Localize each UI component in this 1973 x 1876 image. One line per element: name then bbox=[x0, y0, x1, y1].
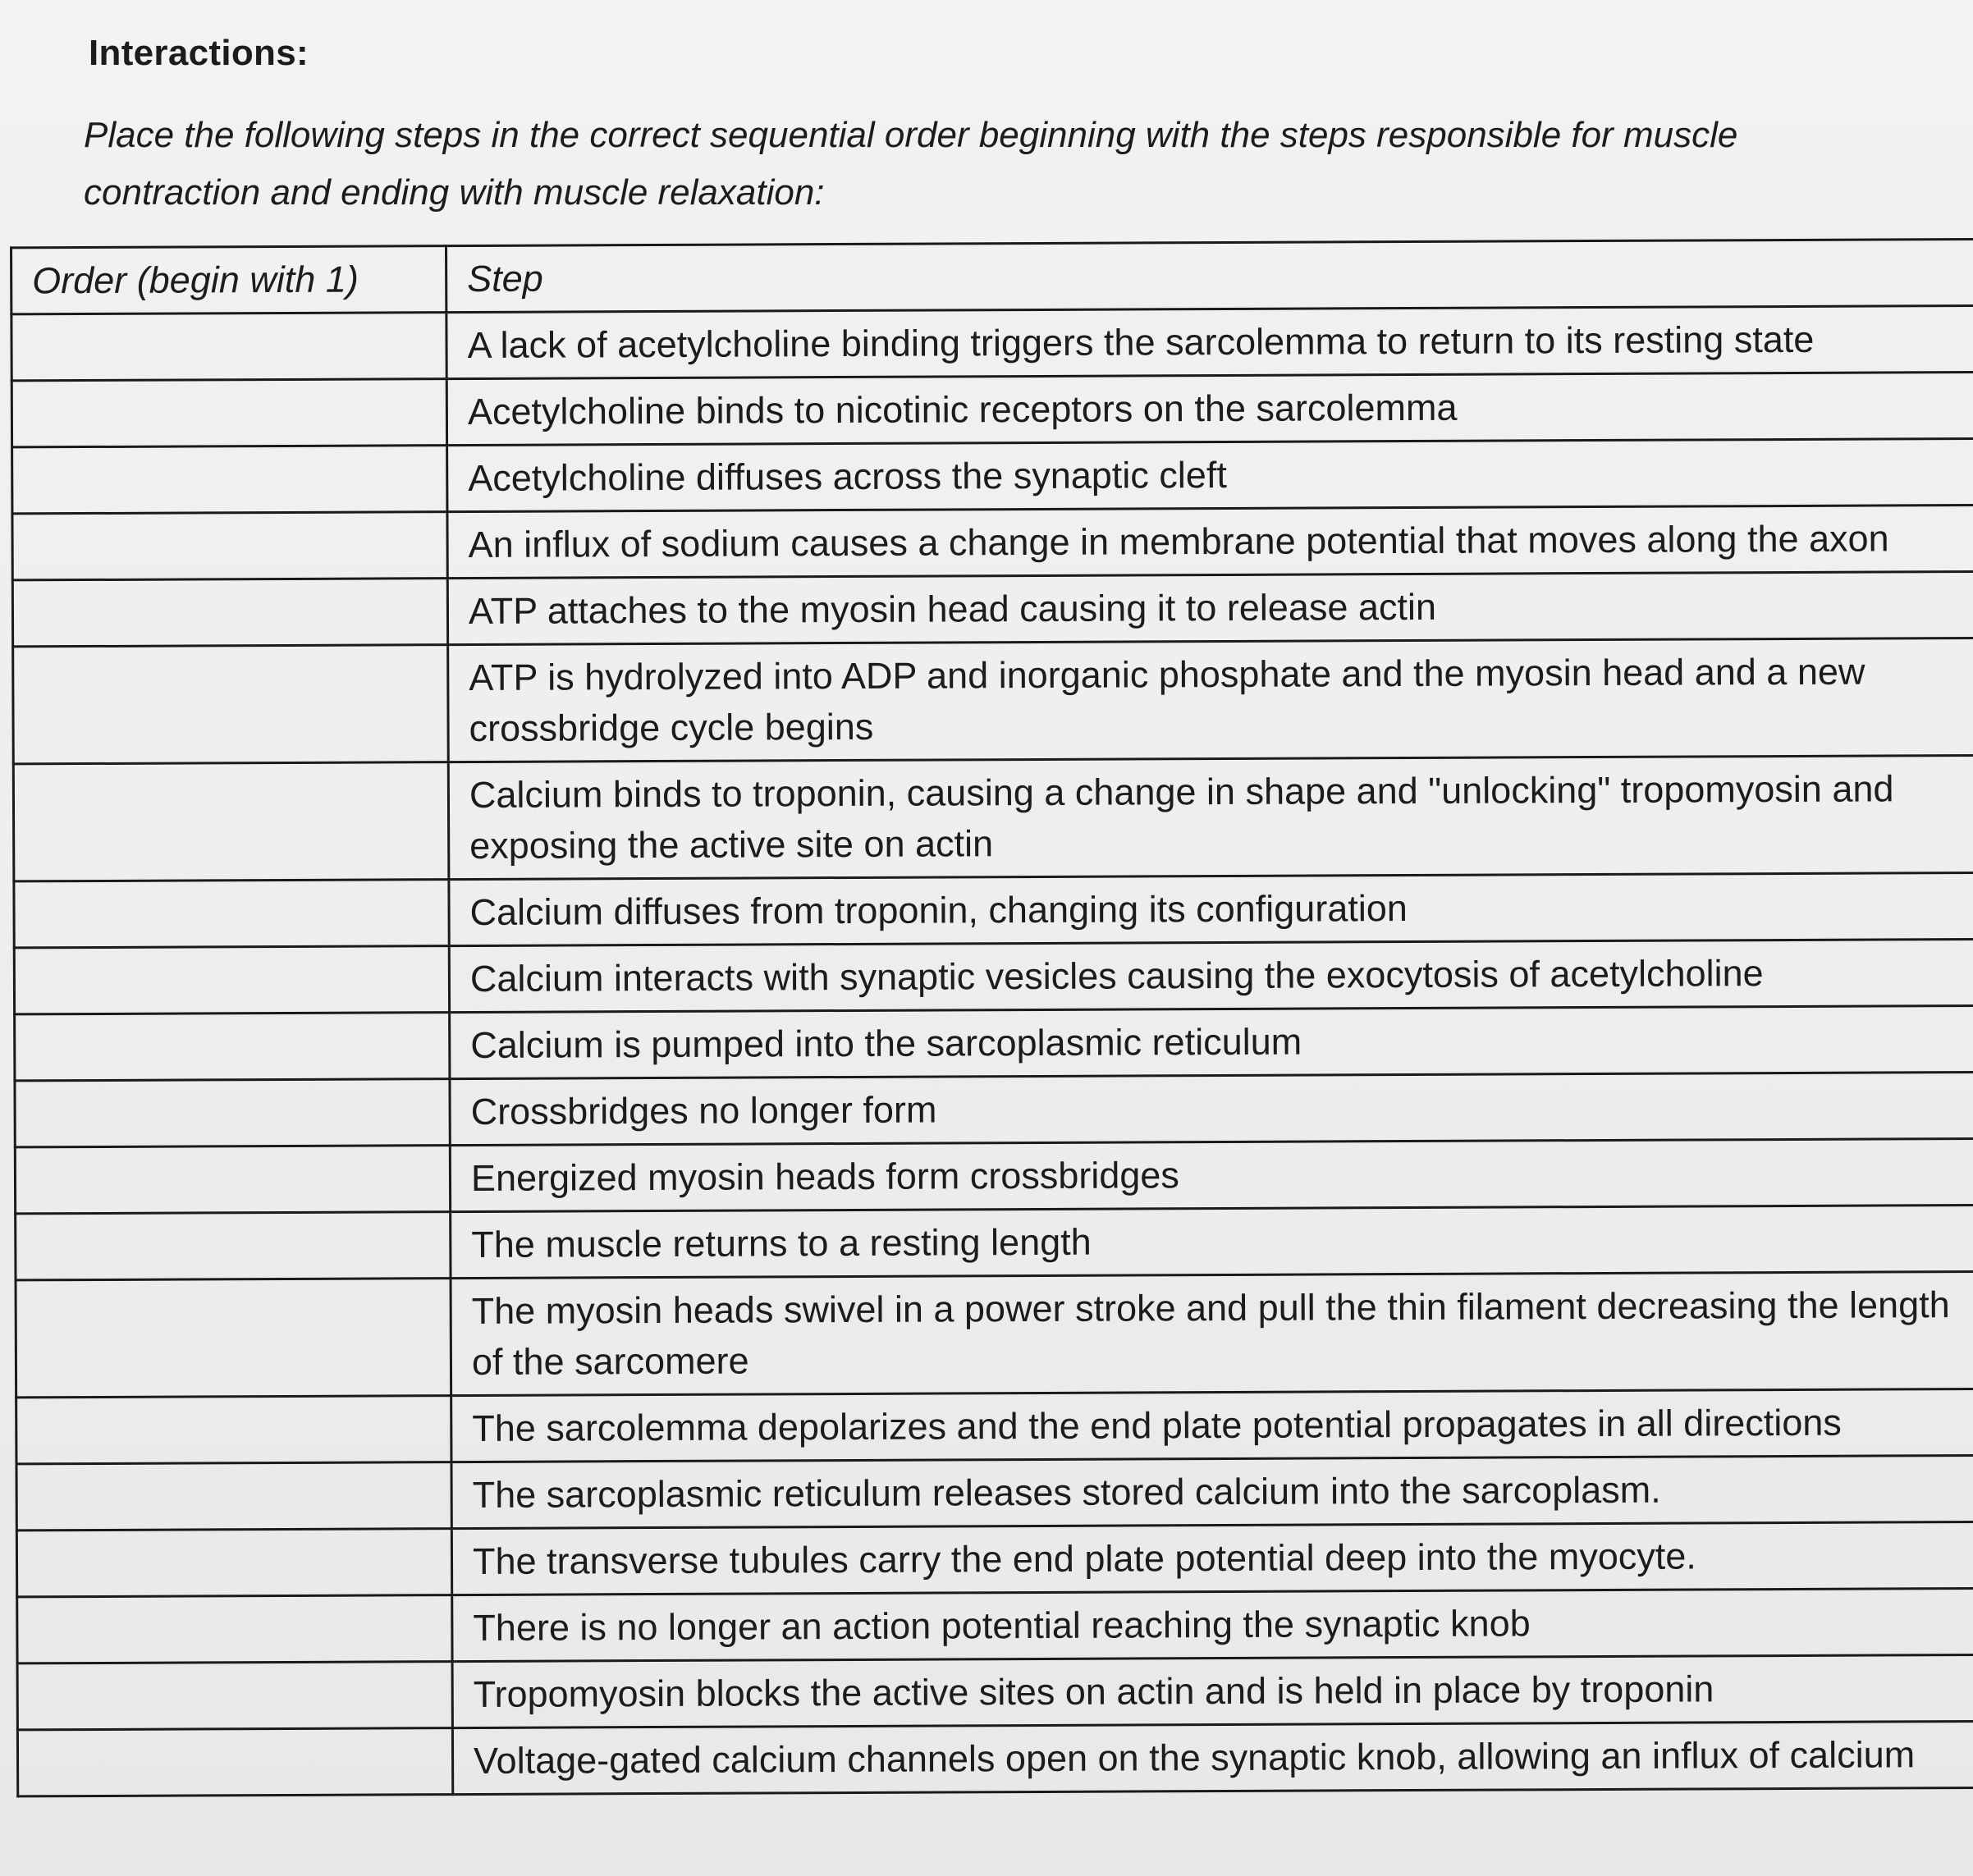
table-row bbox=[12, 438, 1973, 513]
step-text: Voltage-gated calcium channels open on the synaptic knob, allowing an influx of calcium bbox=[473, 1733, 1916, 1782]
table-row bbox=[16, 1455, 1973, 1530]
table-row bbox=[15, 1138, 1973, 1213]
order-input-cell[interactable] bbox=[16, 1279, 451, 1398]
step-cell bbox=[452, 1721, 1973, 1794]
table-row bbox=[14, 872, 1973, 947]
table-row bbox=[11, 305, 1973, 380]
step-cell bbox=[449, 872, 1973, 945]
order-input-cell[interactable] bbox=[16, 1212, 451, 1280]
step-cell bbox=[448, 755, 1973, 879]
order-value bbox=[12, 313, 445, 328]
step-header-label: Step bbox=[467, 257, 543, 300]
table-row bbox=[12, 571, 1973, 646]
step-cell bbox=[452, 1588, 1973, 1661]
order-value bbox=[16, 1080, 448, 1095]
step-text: Calcium binds to troponin, causing a change in shape and "unlocking" tropomyosin and exposing the active site on actin bbox=[469, 767, 1894, 867]
table-row bbox=[16, 1205, 1973, 1279]
table-row bbox=[13, 755, 1973, 881]
table-row bbox=[12, 505, 1973, 579]
order-value bbox=[18, 1463, 451, 1478]
table-row bbox=[17, 1654, 1973, 1729]
order-value bbox=[19, 1729, 451, 1744]
order-input-cell[interactable] bbox=[17, 1662, 452, 1730]
table-row bbox=[15, 1005, 1973, 1080]
order-value bbox=[13, 446, 446, 461]
table-row bbox=[16, 1271, 1973, 1397]
step-text: The sarcoplasmic reticulum releases stored calcium into the sarcoplasm. bbox=[472, 1468, 1661, 1516]
step-cell bbox=[446, 305, 1973, 378]
order-value bbox=[15, 763, 447, 778]
order-input-cell[interactable] bbox=[15, 1013, 450, 1081]
order-value bbox=[17, 1397, 450, 1412]
step-cell bbox=[451, 1389, 1973, 1462]
step-cell bbox=[451, 1521, 1973, 1595]
step-cell bbox=[448, 638, 1973, 762]
order-input-cell[interactable] bbox=[12, 512, 447, 580]
step-text: The muscle returns to a resting length bbox=[471, 1220, 1092, 1265]
order-value bbox=[13, 513, 446, 528]
order-input-cell[interactable] bbox=[16, 1396, 451, 1464]
order-column-header bbox=[11, 246, 446, 314]
step-text: Calcium is pumped into the sarcoplasmic reticulum bbox=[470, 1020, 1302, 1066]
order-value bbox=[15, 881, 447, 895]
order-input-cell[interactable] bbox=[17, 1595, 452, 1663]
step-text: Calcium interacts with synaptic vesicles causing the exocytosis of acetylcholine bbox=[469, 952, 1764, 1000]
order-input-cell[interactable] bbox=[12, 446, 447, 514]
order-input-cell[interactable] bbox=[13, 762, 449, 881]
table-row bbox=[14, 939, 1973, 1013]
order-header-label: Order (begin with 1) bbox=[32, 258, 359, 302]
order-input-cell[interactable] bbox=[12, 579, 447, 647]
order-input-cell[interactable] bbox=[14, 946, 449, 1014]
step-cell bbox=[447, 571, 1973, 644]
step-text: Acetylcholine diffuses across the synaptic cleft bbox=[468, 453, 1228, 500]
ordering-table bbox=[10, 238, 1973, 1797]
ordering-table-wrapper bbox=[10, 238, 1973, 1797]
order-input-cell[interactable] bbox=[17, 1728, 452, 1796]
order-value bbox=[16, 1213, 449, 1228]
table-row bbox=[11, 372, 1973, 446]
step-text: A lack of acetylcholine binding triggers the sarcolemma to return to its resting state bbox=[467, 318, 1815, 367]
step-text: The myosin heads swivel in a power stroke and pull the thin filament decreasing the length of the sarcomere bbox=[471, 1283, 1950, 1383]
step-cell bbox=[450, 1138, 1973, 1211]
step-cell bbox=[451, 1455, 1973, 1528]
step-text: Calcium diffuses from troponin, changing its configuration bbox=[469, 887, 1408, 933]
order-input-cell[interactable] bbox=[11, 313, 446, 381]
step-text: The sarcolemma depolarizes and the end plate potential propagates in all directions bbox=[472, 1401, 1842, 1449]
order-input-cell[interactable] bbox=[11, 379, 446, 447]
step-cell bbox=[447, 438, 1973, 511]
step-cell bbox=[449, 939, 1973, 1012]
order-value bbox=[18, 1530, 451, 1544]
step-cell bbox=[452, 1654, 1973, 1727]
order-value bbox=[14, 646, 446, 661]
order-value bbox=[19, 1663, 451, 1677]
order-value bbox=[16, 1013, 448, 1028]
step-text: Acetylcholine binds to nicotinic receptors on the sarcolemma bbox=[467, 386, 1458, 433]
instructions-text: Place the following steps in the correct sequential order beginning with the steps responsible for muscle contraction and ending with muscle relaxation: bbox=[84, 115, 1738, 213]
step-text: An influx of sodium causes a change in membrane potential that moves along the axon bbox=[468, 517, 1889, 566]
step-cell bbox=[450, 1005, 1973, 1078]
order-value bbox=[16, 947, 448, 962]
step-cell bbox=[450, 1072, 1973, 1145]
step-text: Tropomyosin blocks the active sites on actin and is held in place by troponin bbox=[473, 1668, 1714, 1715]
step-cell bbox=[446, 372, 1973, 445]
step-column-header bbox=[446, 239, 1973, 312]
order-input-cell[interactable] bbox=[14, 880, 449, 948]
table-row bbox=[15, 1072, 1973, 1146]
order-input-cell[interactable] bbox=[15, 1079, 450, 1147]
step-text: Energized myosin heads form crossbridges bbox=[470, 1154, 1179, 1199]
order-input-cell[interactable] bbox=[15, 1146, 450, 1214]
order-value bbox=[14, 579, 446, 594]
order-input-cell[interactable] bbox=[16, 1462, 451, 1531]
step-text: ATP attaches to the myosin head causing it to release actin bbox=[468, 585, 1437, 633]
order-input-cell[interactable] bbox=[16, 1529, 451, 1597]
step-cell bbox=[451, 1205, 1973, 1278]
table-row bbox=[17, 1721, 1973, 1796]
order-value bbox=[13, 380, 446, 395]
step-text: Crossbridges no longer form bbox=[470, 1088, 937, 1132]
order-value bbox=[16, 1146, 449, 1161]
table-row bbox=[13, 638, 1973, 763]
step-cell bbox=[447, 505, 1973, 578]
order-input-cell[interactable] bbox=[13, 645, 449, 764]
section-heading: Interactions: bbox=[89, 33, 309, 73]
step-text: There is no longer an action potential reaching the synaptic knob bbox=[473, 1602, 1531, 1649]
step-text: The transverse tubules carry the end plate potential deep into the myocyte. bbox=[472, 1535, 1696, 1582]
step-cell bbox=[451, 1271, 1973, 1395]
order-value bbox=[17, 1279, 450, 1294]
step-text: ATP is hydrolyzed into ADP and inorganic phosphate and the myosin head and a new crossbridge cycle begins bbox=[469, 650, 1865, 750]
table-row bbox=[17, 1588, 1973, 1663]
table-header-row bbox=[11, 239, 1973, 313]
order-value bbox=[18, 1596, 451, 1611]
table-row bbox=[16, 1521, 1973, 1596]
table-row bbox=[16, 1389, 1973, 1463]
